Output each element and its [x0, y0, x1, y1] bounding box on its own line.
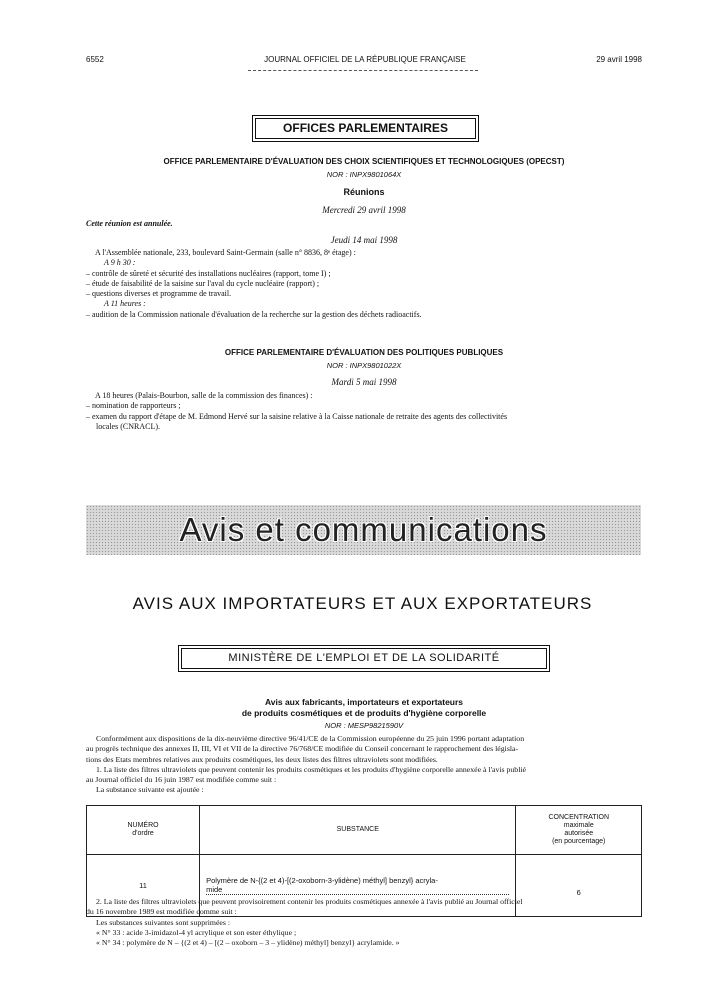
opecst-time2: A 11 heures :	[104, 299, 146, 309]
opecst-subtitle: Réunions	[343, 187, 385, 197]
opecst-item4: – audition de la Commission nationale d'évaluation de la recherche sur la gestion des déchets radioactifs.	[86, 309, 422, 319]
para4-line1: 2. La liste des filtres ultraviolets que peuvent provisoirement contenir les produits cosmétiques annexée à l'avis publié au Journal officiel	[96, 897, 523, 906]
avis-title-line2: de produits cosmétiques et de produits d'hygiène corporelle	[241, 708, 487, 718]
opecst-item2: – étude de faisabilité de la saisine sur l'aval du cycle nucléaire (rapport) ;	[86, 278, 320, 288]
opecst-item3: – questions diverses et programme de travail.	[86, 289, 232, 299]
para4	[86, 897, 642, 948]
row-substance: Polymère de N-{(2 et 4)-[(2-oxoborn-3-ylidène) méthyl] benzyl} acryla- mide	[200, 855, 516, 917]
politiques-item2b: locales (CNRACL).	[96, 421, 160, 431]
para2-line1: 1. La liste des filtres ultraviolets que peuvent contenir les produits cosmétiques et les produits d'hygiène corporelle annexée à l'avis publié	[96, 764, 527, 774]
issue-date: 29 avril 1998	[596, 55, 642, 64]
politiques-item1: – nomination de rapporteurs ;	[86, 401, 181, 411]
section-title-box	[252, 115, 479, 142]
banner-title: Avis et communications	[179, 511, 548, 548]
header-numero: NUMÉRO d'ordre	[87, 806, 200, 855]
row-concentration: 6	[516, 855, 642, 917]
para4-line5: « N° 34 : polymère de N – {(2 et 4) – [(2 – oxoborn – 3 – ylidène) méthyl] benzyl} acrylamide. »	[96, 938, 400, 948]
page-number: 6552	[86, 55, 104, 64]
politiques-line1: A 18 heures (Palais-Bourbon, salle de la commission des finances) :	[95, 391, 313, 400]
para1-line2: au progrès technique des annexes II, III, VI et VII de la directive 76/768/CE modifiée du Conseil concernant le rapprochement des législa-	[86, 744, 519, 754]
section-title: OFFICES PARLEMENTAIRES	[283, 121, 448, 135]
journal-title: JOURNAL OFFICIEL DE LA RÉPUBLIQUE FRANÇAISE	[264, 55, 466, 64]
politiques-agenda	[86, 391, 642, 432]
row-number: 11	[87, 855, 200, 917]
para1-line1: Conformément aux dispositions de la dix-neuvième directive 96/41/CE de la Commission européenne du 25 juin 1996 portant adaptation	[96, 734, 525, 743]
header-substance: SUBSTANCE	[200, 806, 516, 855]
opecst-time1: A 9 h 30 :	[104, 258, 136, 268]
ministry-box	[178, 645, 550, 672]
opecst-location: A l'Assemblée nationale, 233, boulevard Saint-Germain (salle n° 8836, 8ᵉ étage) :	[95, 248, 356, 257]
opecst-title: OFFICE PARLEMENTAIRE D'ÉVALUATION DES CHOIX SCIENTIFIQUES ET TECHNOLOGIQUES (OPECST)	[163, 157, 565, 166]
politiques-title: OFFICE PARLEMENTAIRE D'ÉVALUATION DES POLITIQUES PUBLIQUES	[224, 348, 504, 357]
header-concentration: CONCENTRATION maximale autorisée (en pourcentage)	[516, 806, 642, 855]
para4-line3: Les substances suivantes sont supprimées :	[96, 917, 231, 927]
section-heading: AVIS AUX IMPORTATEURS ET AUX EXPORTATEURS	[132, 594, 593, 613]
ministry-title: MINISTÈRE DE L'EMPLOI ET DE LA SOLIDARITÉ	[228, 652, 500, 664]
opecst-item1: – contrôle de sûreté et sécurité des installations nucléaires (rapport, tome I) ;	[86, 268, 331, 278]
avis-nor: NOR : MESP9821590V	[324, 721, 404, 730]
opecst-cancel-note: Cette réunion est annulée.	[86, 219, 173, 228]
para4-line2: du 16 novembre 1989 est modifiée comme suit :	[86, 907, 237, 917]
politiques-nor: NOR : INPX9801022X	[326, 361, 402, 370]
politiques-date: Mardi 5 mai 1998	[331, 377, 397, 387]
para1-line3: tions des Etats membres relatives aux produits cosmétiques, les deux listes des filtres ultraviolets sont modifiées.	[86, 754, 438, 764]
opecst-date2: Jeudi 14 mai 1998	[330, 235, 398, 245]
politiques-item2a: – examen du rapport d'étape de M. Edmond Hervé sur la saisine relative à la Caisse nationale de retraite des agents des collectivités	[86, 411, 508, 421]
para3: La substance suivante est ajoutée :	[96, 785, 204, 795]
para2-line2: au Journal officiel du 16 juin 1987 est modifiée comme suit :	[86, 775, 277, 785]
opecst-date1: Mercredi 29 avril 1998	[322, 205, 406, 215]
opecst-nor: NOR : INPX9801064X	[326, 170, 402, 179]
avis-body	[86, 734, 642, 796]
para4-line4: « N° 33 : acide 3-imidazol-4 yl acrylique et son ester éthylique ;	[96, 927, 297, 937]
header-rule	[248, 70, 478, 71]
opecst-agenda	[86, 248, 642, 320]
avis-title-line1: Avis aux fabricants, importateurs et exportateurs	[264, 697, 464, 707]
table-header-row	[87, 806, 642, 855]
